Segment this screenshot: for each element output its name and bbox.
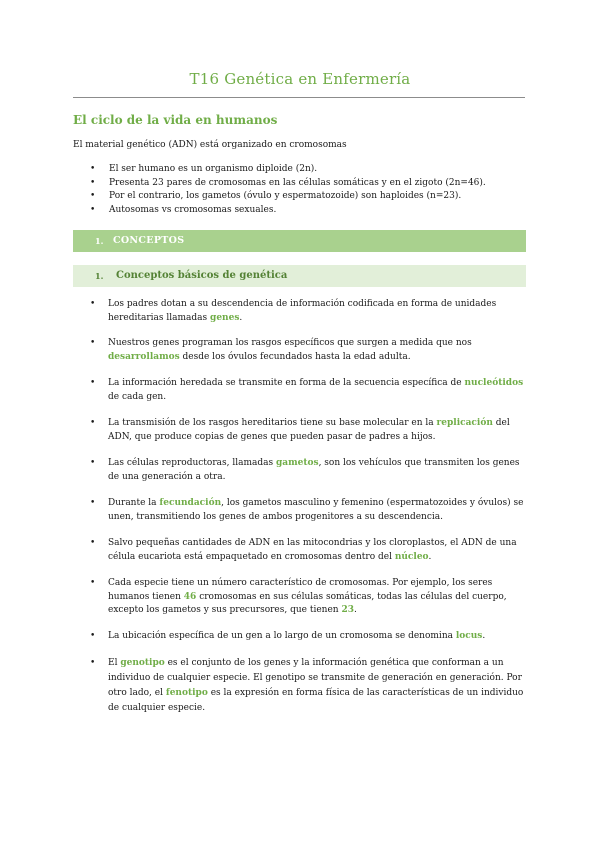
concept-text: El bbox=[108, 658, 121, 668]
concept-item bbox=[90, 577, 526, 618]
concept-item bbox=[90, 337, 526, 364]
concept-term: fecundación bbox=[159, 498, 222, 508]
concept-text: Los padres dotan a su descendencia de información codificada en forma de unidades hereditarias llamadas bbox=[108, 299, 497, 323]
list-item: • El ser humano es un organismo diploide (2n). bbox=[90, 163, 486, 177]
concept-term: replicación bbox=[436, 418, 493, 428]
concept-text: La ubicación específica de un gen a lo largo de un cromosoma se denomina bbox=[108, 631, 456, 641]
intro-text: El material genético (ADN) está organizado en cromosomas bbox=[73, 140, 347, 150]
concept-term: locus bbox=[455, 631, 483, 641]
concept-text: cromosomas en sus células somáticas, todas las células del cuerpo, excepto los gametos y sus precursores, que tienen bbox=[108, 591, 507, 616]
concept-text: Durante la bbox=[108, 498, 160, 508]
concept-text: Las células reproductoras, llamadas bbox=[108, 458, 276, 468]
concept-item bbox=[90, 457, 526, 484]
concept-item bbox=[90, 630, 526, 644]
concept-term: fenotipo bbox=[165, 688, 208, 698]
concept-text: , son los vehículos que transmiten los genes de una generación a otra. bbox=[108, 458, 520, 482]
concept-text: Cada especie tiene un número característico de cromosomas. Por ejemplo, los seres humanos tienen bbox=[108, 578, 493, 602]
concept-item bbox=[90, 298, 526, 325]
concept-text: La información heredada se transmite en forma de la secuencia específica de bbox=[108, 378, 465, 388]
heading-level1-number: 1. bbox=[95, 236, 104, 246]
concept-term: genes bbox=[210, 312, 240, 323]
concept-text: desde los óvulos fecundados hasta la edad adulta. bbox=[179, 351, 411, 362]
list-item: • Por el contrario, los gametos (óvulo y espermatozoide) son haploides (n=23). bbox=[90, 190, 486, 204]
concept-term: 46 bbox=[183, 591, 197, 602]
section-heading: El ciclo de la vida en humanos bbox=[73, 113, 278, 127]
concept-item bbox=[90, 417, 526, 444]
heading-level2-label: Conceptos básicos de genética bbox=[116, 270, 288, 281]
concept-item bbox=[90, 656, 526, 716]
concept-item bbox=[90, 537, 526, 564]
concept-item bbox=[90, 377, 526, 404]
heading-level1-band bbox=[73, 230, 526, 252]
concept-term: desarrollamos bbox=[108, 351, 180, 362]
intro-bullet-list bbox=[90, 163, 486, 218]
concept-term: genotipo bbox=[120, 658, 165, 668]
concept-text: es la expresión en forma física de las características de un individuo de cualquier especie. bbox=[108, 688, 524, 713]
concept-term: gametos bbox=[275, 458, 319, 468]
concept-term: 23 bbox=[341, 605, 354, 616]
concept-term: núcleo bbox=[394, 551, 429, 562]
heading-level2-number: 1. bbox=[95, 271, 104, 281]
concept-text: , los gametos masculino y femenino (espermatozoides y óvulos) se unen, transmitiendo los genes de ambos progenitores a su descendencia. bbox=[108, 498, 524, 522]
list-item: • Autosomas vs cromosomas sexuales. bbox=[90, 204, 486, 218]
heading-level1-label: CONCEPTOS bbox=[113, 235, 185, 246]
concept-text: . bbox=[239, 312, 243, 323]
document-title: T16 Genética en Enfermería bbox=[189, 70, 411, 88]
concept-text: . bbox=[428, 551, 432, 562]
concept-text: La transmisión de los rasgos hereditarios tiene su base molecular en la bbox=[108, 418, 437, 428]
concept-text: del ADN, que produce copias de genes que pueden pasar de padres a hijos. bbox=[108, 418, 510, 442]
concept-text: Salvo pequeñas cantidades de ADN en las mitocondrias y los cloroplastos, el ADN de una célula eucariota está empaquetado en cromosomas dentro del bbox=[108, 538, 517, 562]
concept-item bbox=[90, 497, 526, 524]
concept-text: de cada gen. bbox=[108, 391, 167, 402]
title-divider bbox=[73, 97, 525, 98]
concept-text: es el conjunto de los genes y la información genética que conforman a un individuo de cualquier especie. El genotipo se transmite de generación en generación. Por otro lado, el bbox=[108, 658, 522, 698]
list-item: • Presenta 23 pares de cromosomas en las células somáticas y en el zigoto (2n=46). bbox=[90, 177, 486, 191]
concept-text: Nuestros genes programan los rasgos específicos que surgen a medida que nos bbox=[108, 338, 472, 348]
heading-level2-band bbox=[73, 265, 526, 287]
concept-term: nucleótidos bbox=[464, 378, 524, 388]
concept-text: . bbox=[353, 605, 357, 616]
concept-text: . bbox=[482, 631, 486, 641]
